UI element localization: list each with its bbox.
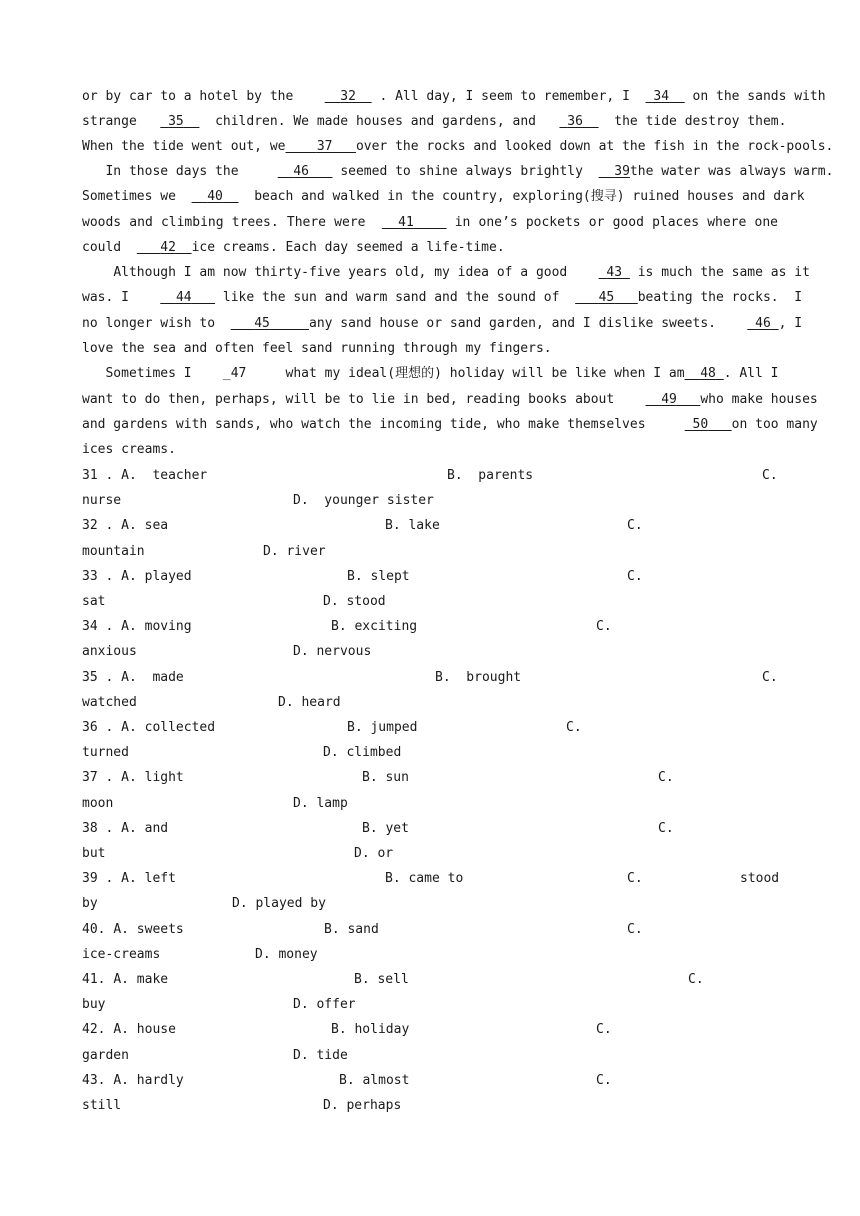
blank-46: 46 xyxy=(293,164,309,179)
option-c-text: anxious xyxy=(82,644,137,659)
text: on the sands with xyxy=(692,89,826,104)
option-c-text: sat xyxy=(82,594,106,609)
option-c-label: C. xyxy=(627,569,643,584)
passage-line xyxy=(82,215,778,231)
option-d: D. younger sister xyxy=(293,493,434,508)
text: woods and climbing trees. There were xyxy=(82,215,366,230)
blank-39: 39 xyxy=(614,164,630,179)
option-c-label: C. xyxy=(596,1073,612,1088)
option-d: D. perhaps xyxy=(323,1098,402,1113)
text: no longer wish to xyxy=(82,316,216,331)
option-a: A. teacher xyxy=(121,468,208,483)
option-d: D. played by xyxy=(232,896,326,911)
question-number-and-option-a xyxy=(82,518,168,534)
question-number-and-option-a xyxy=(82,619,192,635)
option-b: B. lake xyxy=(385,518,440,533)
option-c-label: C. xyxy=(627,871,643,886)
question-number-and-option-a xyxy=(82,972,168,988)
passage-line xyxy=(82,114,787,130)
option-c-label: C. xyxy=(688,972,704,987)
text: strange xyxy=(82,114,137,129)
text: who make houses xyxy=(700,392,818,407)
question-number: 43. xyxy=(82,1073,106,1088)
text: In those days the xyxy=(105,164,239,179)
option-a: A. make xyxy=(113,972,169,987)
question-number: 31 . xyxy=(82,468,114,483)
text: over the rocks and looked down at the fish in the rock-pools. xyxy=(355,139,834,154)
option-a: A. hardly xyxy=(113,1073,184,1088)
option-b: B. parents xyxy=(447,468,534,483)
text: children. We made houses and gardens, and xyxy=(215,114,536,129)
option-c-label: C. xyxy=(762,670,778,685)
text: in one’s pockets or good places where one xyxy=(454,215,778,230)
text: , I xyxy=(778,316,803,331)
option-d: D. lamp xyxy=(293,796,348,811)
option-a: A. house xyxy=(113,1022,176,1037)
question-number-and-option-a xyxy=(82,670,184,686)
text: like the sun and warm sand and the sound of xyxy=(222,290,560,305)
option-a: A. left xyxy=(121,871,176,886)
question-number: 41. xyxy=(82,972,106,987)
blank-45b: 45 xyxy=(254,316,270,331)
option-c-text: ice-creams xyxy=(82,947,161,962)
option-c-label: C. xyxy=(627,518,643,533)
option-b: B. came to xyxy=(385,871,464,886)
text: the tide destroy them. xyxy=(614,114,787,129)
option-c-label: C. xyxy=(566,720,582,735)
option-b: B. yet xyxy=(362,821,409,836)
text: love the sea and often feel sand running through my fingers. xyxy=(82,341,552,356)
text: what my ideal(理想的) holiday will be like when I am xyxy=(285,366,685,381)
blank-50: 50 xyxy=(692,417,709,432)
question-number-and-option-a xyxy=(82,569,192,585)
blank-37: 37 xyxy=(316,139,333,154)
option-d: D. stood xyxy=(323,594,386,609)
text: Although I am now thirty-five years old, my idea of a good xyxy=(113,265,568,280)
text: Sometimes we xyxy=(82,189,176,204)
text: on too many xyxy=(731,417,818,432)
text: could xyxy=(82,240,122,255)
question-number: 34 . xyxy=(82,619,114,634)
option-b: B. almost xyxy=(339,1073,410,1088)
passage-line xyxy=(82,442,778,458)
option-a: A. made xyxy=(121,670,184,685)
option-b: B. slept xyxy=(347,569,410,584)
question-number-and-option-a xyxy=(82,770,184,786)
question-number: 38 . xyxy=(82,821,114,836)
blank-41: 41 xyxy=(398,215,414,230)
text: ice creams. Each day seemed a life-time. xyxy=(191,240,505,255)
option-a: A. played xyxy=(121,569,192,584)
option-c-text: still xyxy=(82,1098,122,1113)
question-number-and-option-a xyxy=(82,922,184,938)
option-d: D. climbed xyxy=(323,745,402,760)
passage-line xyxy=(82,392,818,408)
option-c-text: but xyxy=(82,846,106,861)
question-number: 33 . xyxy=(82,569,114,584)
blank-32: 32 xyxy=(340,89,356,104)
option-c-text: turned xyxy=(82,745,129,760)
question-number-and-option-a xyxy=(82,1022,176,1038)
passage-line xyxy=(82,316,803,332)
question-number: 37 . xyxy=(82,770,114,785)
text: beating the rocks. I xyxy=(637,290,803,305)
option-a: A. sweets xyxy=(113,922,184,937)
blank-44: 44 xyxy=(175,290,192,305)
question-number: 39 . xyxy=(82,871,114,886)
option-c-text: mountain xyxy=(82,544,145,559)
question-number: 42. xyxy=(82,1022,106,1037)
passage-line xyxy=(82,341,778,357)
option-d: D. heard xyxy=(278,695,341,710)
option-c-label: C. xyxy=(596,1022,612,1037)
text: and gardens with sands, who watch the incoming tide, who make themselves xyxy=(82,417,646,432)
option-c-text: garden xyxy=(82,1048,129,1063)
option-a: A. and xyxy=(121,821,169,836)
option-b: B. holiday xyxy=(331,1022,410,1037)
option-c-text: nurse xyxy=(82,493,122,508)
blank-45: 45 xyxy=(598,290,615,305)
passage-line xyxy=(82,290,803,306)
passage-line xyxy=(82,139,834,155)
passage-line xyxy=(82,164,834,180)
question-number-and-option-a xyxy=(82,821,168,837)
option-c-label: C. xyxy=(762,468,778,483)
option-c-label: C. xyxy=(658,821,674,836)
question-number: 35 . xyxy=(82,670,114,685)
option-c-label: C. xyxy=(627,922,643,937)
blank-43: 43 xyxy=(606,265,623,280)
question-number-and-option-a xyxy=(82,720,215,736)
question-number: 40. xyxy=(82,922,106,937)
option-a: A. light xyxy=(121,770,184,785)
question-number-and-option-a xyxy=(82,468,207,484)
option-b: B. sell xyxy=(354,972,409,987)
blank-48: 48 xyxy=(700,366,716,381)
passage-line xyxy=(82,417,818,433)
question-number: 36 . xyxy=(82,720,114,735)
option-a: A. moving xyxy=(121,619,192,634)
option-c-label: C. xyxy=(658,770,674,785)
option-a: A. sea xyxy=(121,518,169,533)
option-b: B. brought xyxy=(435,670,522,685)
option-d: D. money xyxy=(255,947,318,962)
passage-line xyxy=(82,366,778,382)
text: beach and walked in the country, exploring(搜寻) ruined houses and dark xyxy=(254,189,805,204)
passage-line xyxy=(82,240,778,256)
option-b: B. sand xyxy=(324,922,379,937)
text: is much the same as it xyxy=(637,265,810,280)
text: was. I xyxy=(82,290,129,305)
passage-line xyxy=(82,89,826,105)
blank-47: _47 xyxy=(222,366,247,381)
text: the water was always warm. xyxy=(629,164,834,179)
text: When the tide went out, we xyxy=(82,139,286,154)
question-number-and-option-a xyxy=(82,1073,184,1089)
passage-line xyxy=(82,189,805,205)
option-d: D. tide xyxy=(293,1048,348,1063)
blank-40: 40 xyxy=(207,189,223,204)
question-number-and-option-a xyxy=(82,871,176,887)
text: . All I xyxy=(723,366,779,381)
text: Sometimes I xyxy=(105,366,192,381)
option-a: A. collected xyxy=(121,720,216,735)
blank-36: 36 xyxy=(567,114,583,129)
option-c-text: watched xyxy=(82,695,137,710)
text: any sand house or sand garden, and I dislike sweets. xyxy=(309,316,716,331)
option-b: B. exciting xyxy=(331,619,418,634)
option-b: B. sun xyxy=(362,770,409,785)
blank-49: 49 xyxy=(661,392,677,407)
option-d: D. or xyxy=(354,846,394,861)
option-c-text-cont: by xyxy=(82,896,98,911)
text: want to do then, perhaps, will be to lie in bed, reading books about xyxy=(82,392,615,407)
text: seemed to shine always brightly xyxy=(340,164,583,179)
blank-35: 35 xyxy=(168,114,184,129)
option-c-text: stood xyxy=(740,871,780,886)
blank-42: 42 xyxy=(160,240,176,255)
blank-34: 34 xyxy=(653,89,670,104)
option-d: D. offer xyxy=(293,997,356,1012)
option-d: D. nervous xyxy=(293,644,372,659)
question-number: 32 . xyxy=(82,518,114,533)
option-c-text: moon xyxy=(82,796,114,811)
blank-46b: 46 xyxy=(755,316,771,331)
option-b: B. jumped xyxy=(347,720,418,735)
text: . All day, I seem to remember, I xyxy=(379,89,630,104)
text: ices creams. xyxy=(82,442,176,457)
option-d: D. river xyxy=(263,544,326,559)
option-c-label: C. xyxy=(596,619,612,634)
text: or by car to a hotel by the xyxy=(82,89,294,104)
option-c-text: buy xyxy=(82,997,106,1012)
passage-line xyxy=(82,265,810,281)
